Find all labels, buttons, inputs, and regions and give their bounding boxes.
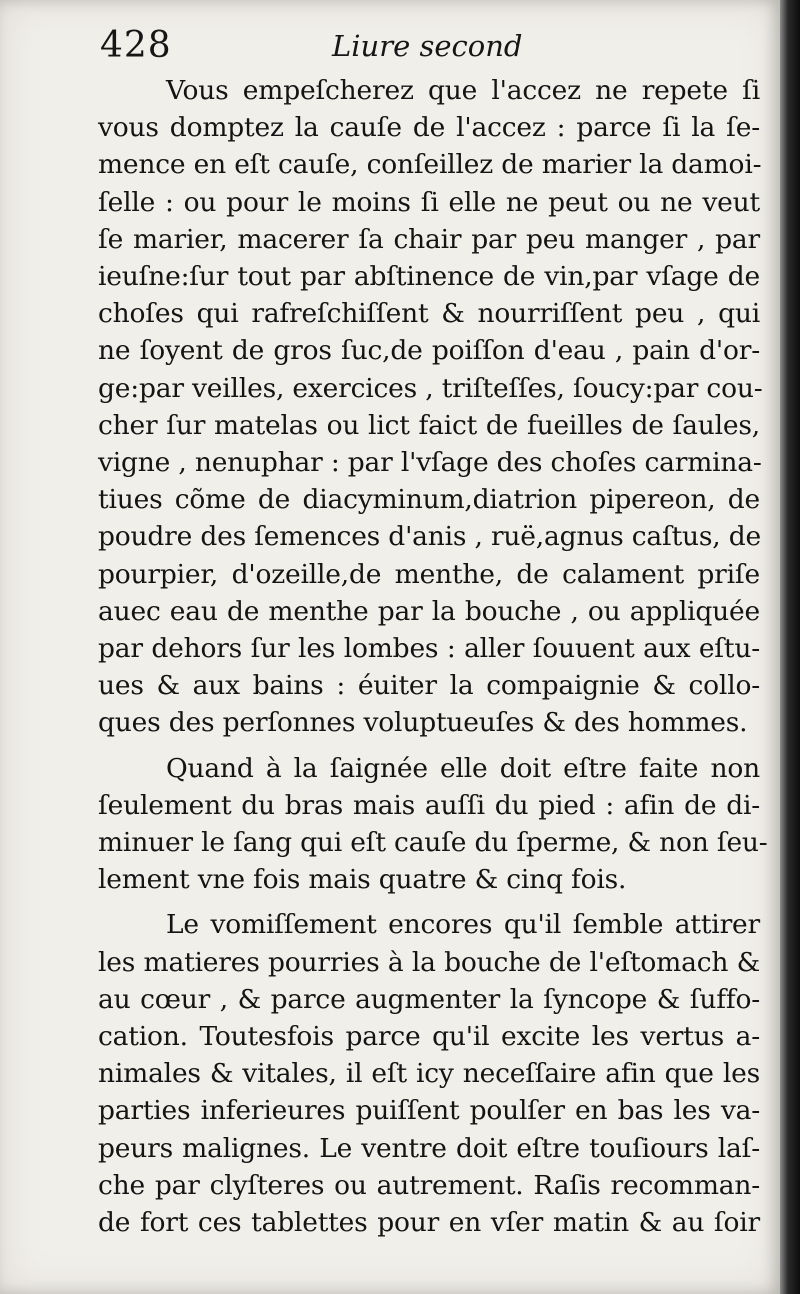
text-line: Le vomiſſement encores qu'il ſemble attirer [166, 909, 760, 941]
text-line: minuer le ſang qui eſt cauſe du ſperme, & non ſeu- [98, 827, 768, 859]
running-head: Liure second [332, 29, 523, 63]
text-line: parties inferieures puiſſent poulſer en bas les va- [98, 1095, 760, 1127]
text-line: Quand à la ſaignée elle doit eſtre faite non [166, 752, 760, 784]
text-line: ſelle : ou pour le moins ſi elle ne peut ou ne veut [98, 186, 760, 218]
text-line: les matieres pourries à la bouche de l'eſtomach & [98, 946, 760, 978]
text-line: cation. Toutesfois parce qu'il excite les vertus a- [98, 1021, 760, 1053]
text-line: ſeulement du bras mais auſſi du pied : afin de di- [98, 789, 760, 821]
page-number: 428 [100, 25, 172, 66]
text-line: par dehors ſur les lombes : aller ſouuent aux eſtu- [98, 633, 760, 665]
text-line: peurs malignes. Le ventre doit eſtre touſiours laſ- [98, 1132, 760, 1164]
text-line: ques des perſonnes voluptueuſes & des hommes. [98, 707, 748, 739]
text-line: mence en eſt cauſe, conſeillez de marier la damoi- [98, 149, 762, 181]
text-line: vous domptez la cauſe de l'accez : parce ſi la ſe- [98, 112, 760, 144]
text-line: ſe marier, macerer ſa chair par peu manger , par [98, 223, 760, 255]
page-edge-shadow [780, 0, 800, 1294]
text-line: choſes qui rafreſchiſſent & nourriſſent peu , qui [98, 298, 760, 330]
text-line: nimales & vitales, il eſt icy neceſſaire afin que les [98, 1058, 760, 1090]
text-line: ieuſne:ſur tout par abſtinence de vin,par vſage de [98, 261, 760, 293]
text-line: pourpier, d'ozeille,de menthe, de calament priſe [98, 558, 760, 590]
text-line: tiues cõme de diacyminum,diatrion pipereon, de [98, 484, 760, 516]
paragraph-1 [98, 72, 763, 742]
text-line: ge:par veilles, exercices , triſteſſes, ſoucy:par cou- [98, 372, 763, 404]
body-text [98, 72, 768, 1241]
text-line: cher ſur matelas ou lict faict de fueilles de ſaules, [98, 409, 760, 441]
text-line: vigne , nenuphar : par l'vſage des choſes carmina- [98, 447, 762, 479]
paragraph-3 [98, 906, 760, 1241]
paragraph-2 [98, 750, 768, 899]
text-line: lement vne fois mais quatre & cinq fois. [98, 864, 627, 896]
text-line: de fort ces tablettes pour en vſer matin & au ſoir [98, 1207, 760, 1239]
text-line: poudre des ſemences d'anis , ruë,agnus caſtus, de [98, 521, 761, 553]
text-line: ne ſoyent de gros ſuc,de poiſſon d'eau , pain d'or- [98, 335, 760, 367]
text-line: Vous empeſcherez que l'accez ne repete ſi [166, 75, 760, 106]
text-line: au cœur , & parce augmenter la ſyncope & ſuffo- [98, 983, 760, 1015]
text-line: che par clyſteres ou autrement. Raſis recomman- [98, 1169, 760, 1201]
text-line: auec eau de menthe par la bouche , ou appliquée [98, 595, 760, 627]
text-line: ues & aux bains : éuiter la compaignie & collo- [98, 670, 760, 702]
